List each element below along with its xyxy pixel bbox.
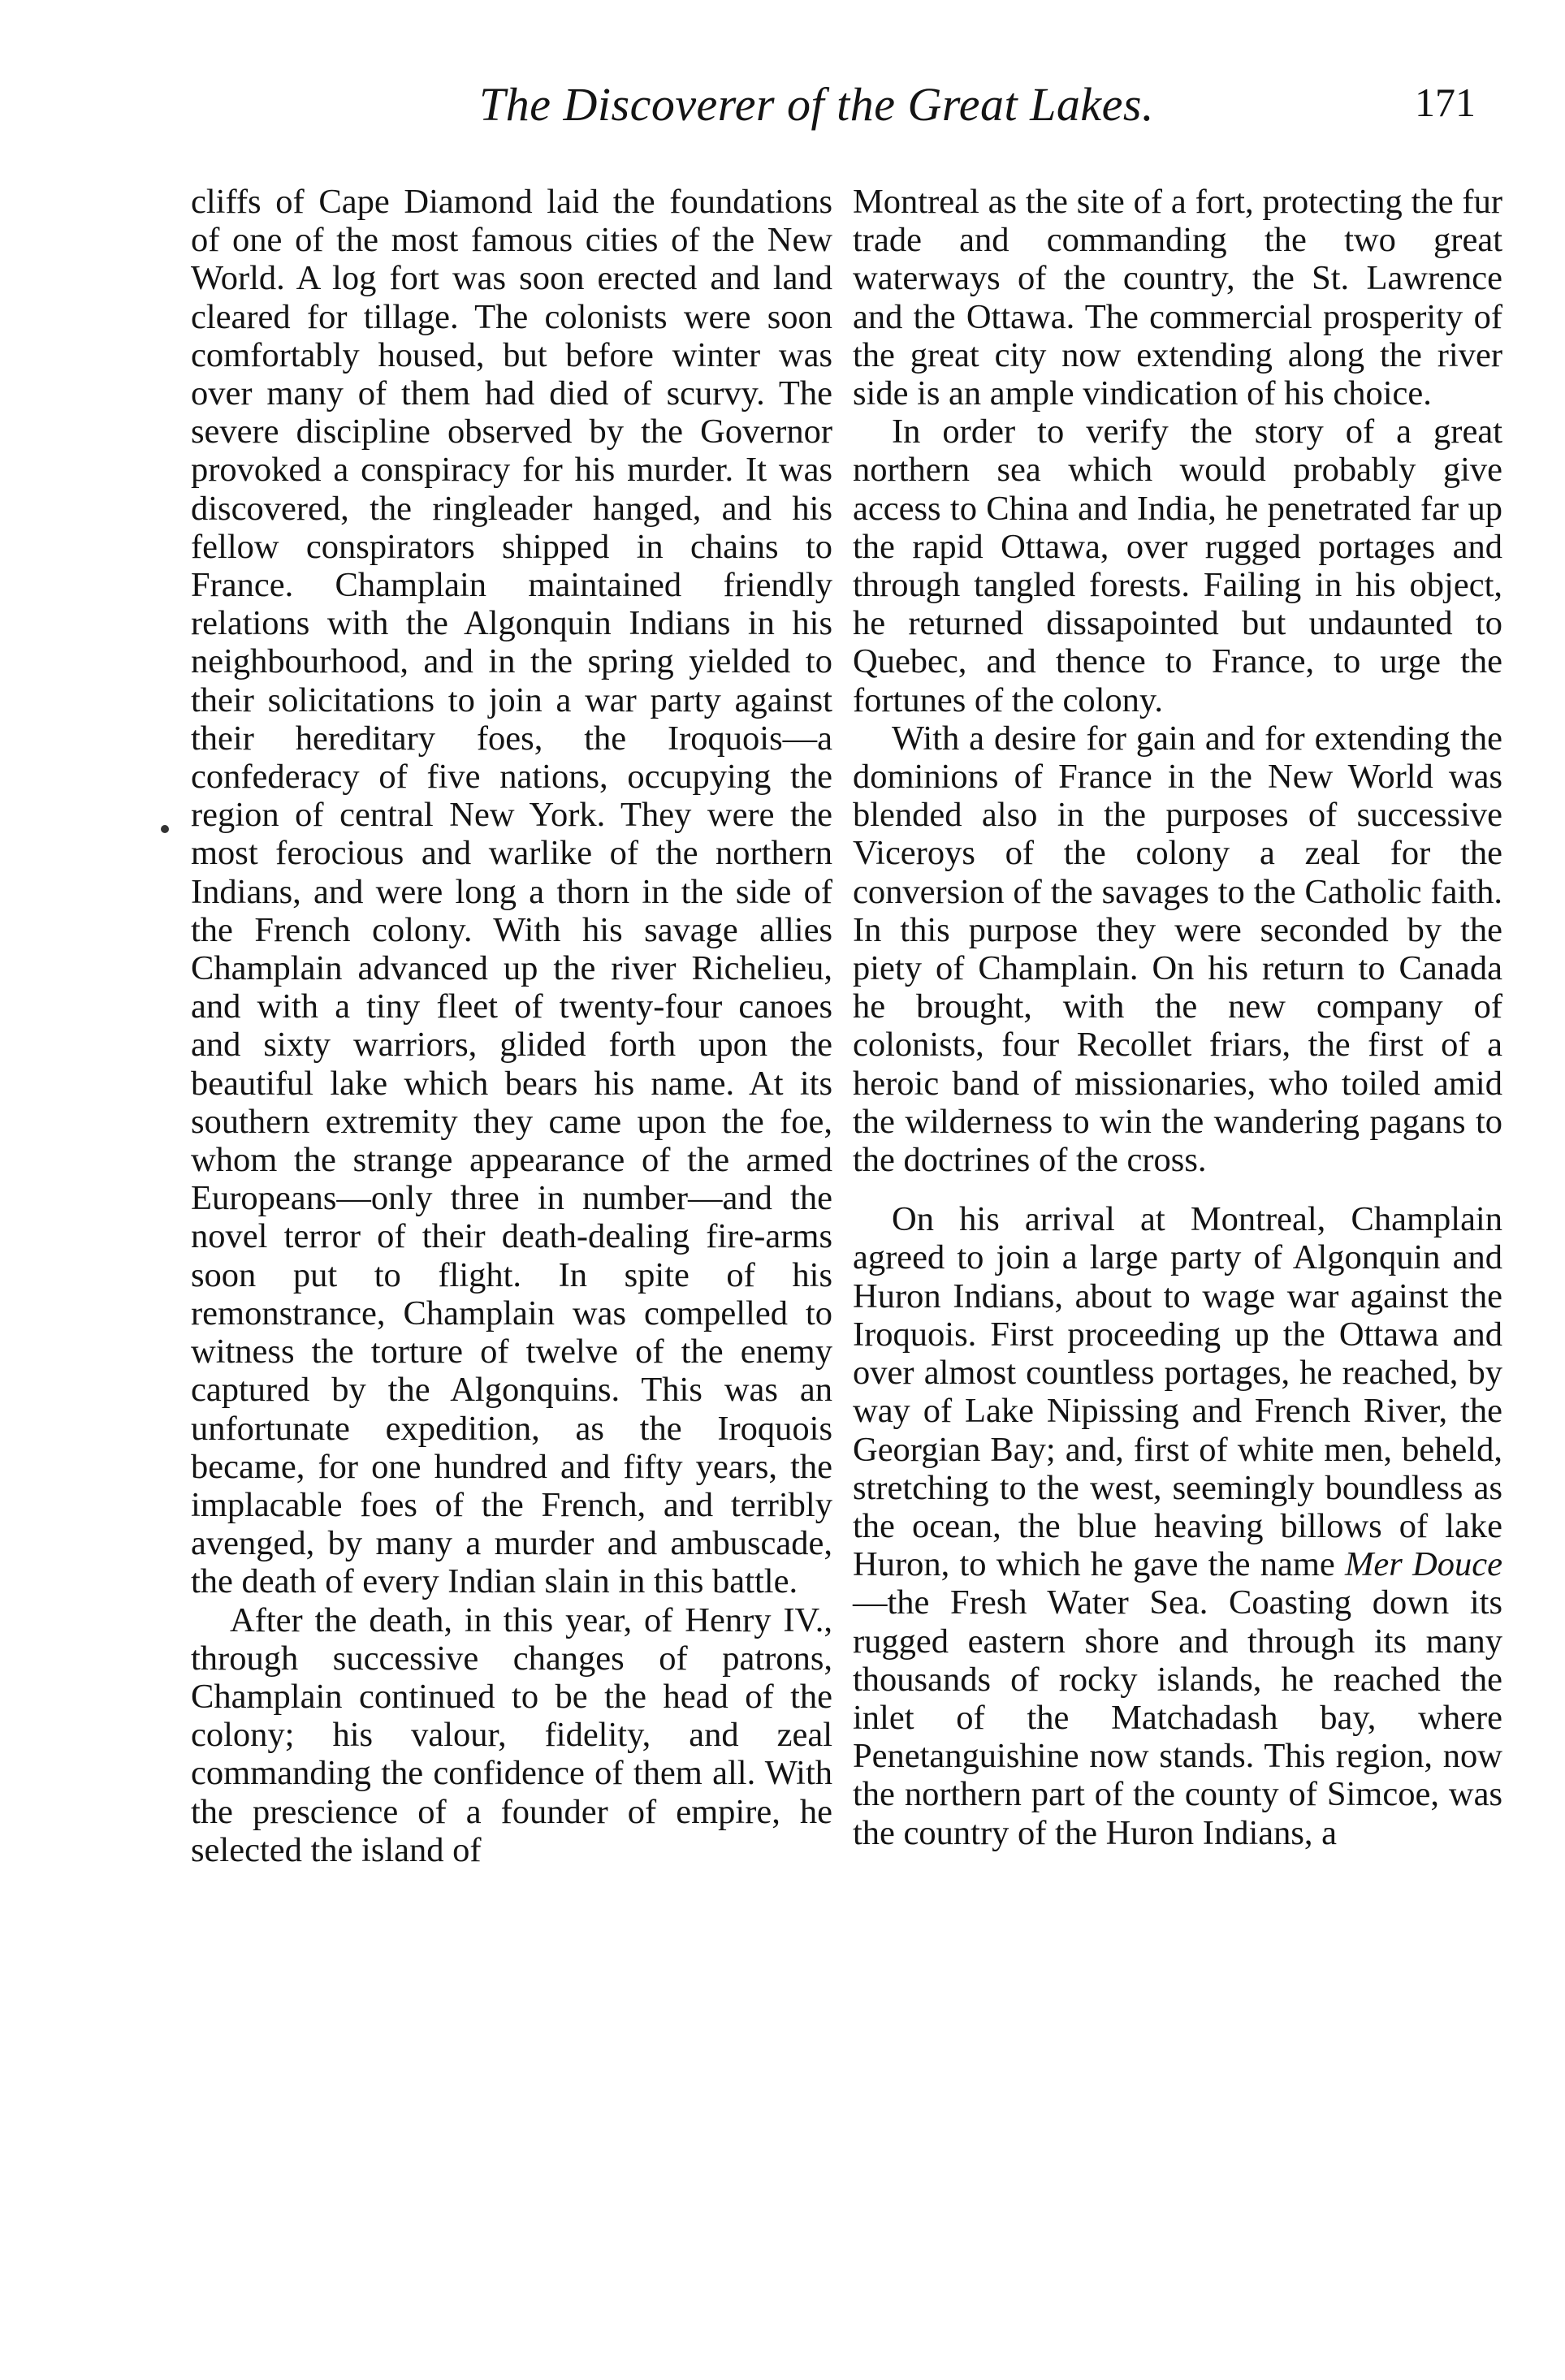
paragraph	[853, 1200, 1502, 1851]
italic-term: Mer Douce	[1345, 1545, 1502, 1584]
paragraph-text: On his arrival at Montreal, Champlain agreed to join a large party of Algonquin and Huron Indians, about to wage war against the Iroquois. First proceeding up the Ottawa and over almost countless portages, he reached, by way of Lake Nipissing and French River, the Georgian Bay; and, first of white men, beheld, stretching to the west, seemingly boundless as the ocean, the blue heaving billows of lake Huron, to which he gave the name	[853, 1200, 1502, 1584]
paragraph: cliffs of Cape Diamond laid the foundations of one of the most famous cities of the New World. A log fort was soon erected and land cleared for tillage. The colonists were soon comfortably housed, but before winter was over many of them had died of scurvy. The severe discipline observed by the Governor provoked a conspiracy for his murder. It was discovered, the ringleader hanged, and his fellow conspirators shipped in chains to France. Champlain maintained friendly relations with the Algonquin Indians in his neighbourhood, and in the spring yielded to their solicitations to join a war party against their hereditary foes, the Iroquois—a confederacy of five nations, occupying the region of central New York. They were the most ferocious and warlike of the northern Indians, and were long a thorn in the side of the French colony. With his savage allies Champlain advanced up the river Richelieu, and with a tiny fleet of twenty-four canoes and sixty warriors, glided forth upon the beautiful lake which bears his name. At its southern extremity they came upon the foe, whom the strange appearance of the armed Europeans—only three in number—and the novel terror of their death-dealing fire-arms soon put to flight. In spite of his remonstrance, Champlain was compelled to witness the torture of twelve of the enemy captured by the Algonquins. This was an unfortunate expedition, as the Iroquois became, for one hundred and fifty years, the implacable foes of the French, and terribly avenged, by many a murder and ambuscade, the death of every Indian slain in this battle.	[191, 183, 832, 1601]
margin-dot-mark	[161, 825, 169, 833]
page-header	[0, 77, 1565, 142]
paragraph: After the death, in this year, of Henry IV., through successive changes of patrons, Champlain continued to be the head of the colony; his valour, fidelity, and zeal commanding the confidence of them all. With the prescience of a founder of empire, he selected the island of	[191, 1600, 832, 1869]
left-column	[191, 183, 832, 1869]
paragraph-text: —the Fresh Water Sea. Coasting down its rugged eastern shore and through its many thousands of rocky islands, he reached the inlet of the Matchadash bay, where Penetanguishine now stands. This region, now the northern part of the county of Simcoe, was the country of the Huron Indians, a	[853, 1583, 1502, 1852]
page-number: 171	[1415, 80, 1476, 125]
paragraph: In order to verify the story of a great northern sea which would probably give access to China and India, he penetrated far up the rapid Ottawa, over rugged portages and through tangled forests. Failing in his object, he returned dissapointed but undaunted to Quebec, and thence to France, to urge the fortunes of the colony.	[853, 413, 1502, 719]
running-title: The Discoverer of the Great Lakes.	[479, 78, 1154, 131]
right-column	[853, 183, 1502, 1852]
paragraph: Montreal as the site of a fort, protecting the fur trade and commanding the two great waterways of the country, the St. Lawrence and the Ottawa. The commercial prosperity of the great city now extending along the river side is an ample vindication of his choice.	[853, 183, 1502, 413]
paragraph: With a desire for gain and for extending the dominions of France in the New World was blended also in the purposes of successive Viceroys of the colony a zeal for the conversion of the savages to the Catholic faith. In this purpose they were seconded by the piety of Champlain. On his return to Canada he brought, with the new company of colonists, four Recollet friars, the first of a heroic band of missionaries, who toiled amid the wilderness to win the wandering pagans to the doctrines of the cross.	[853, 719, 1502, 1180]
